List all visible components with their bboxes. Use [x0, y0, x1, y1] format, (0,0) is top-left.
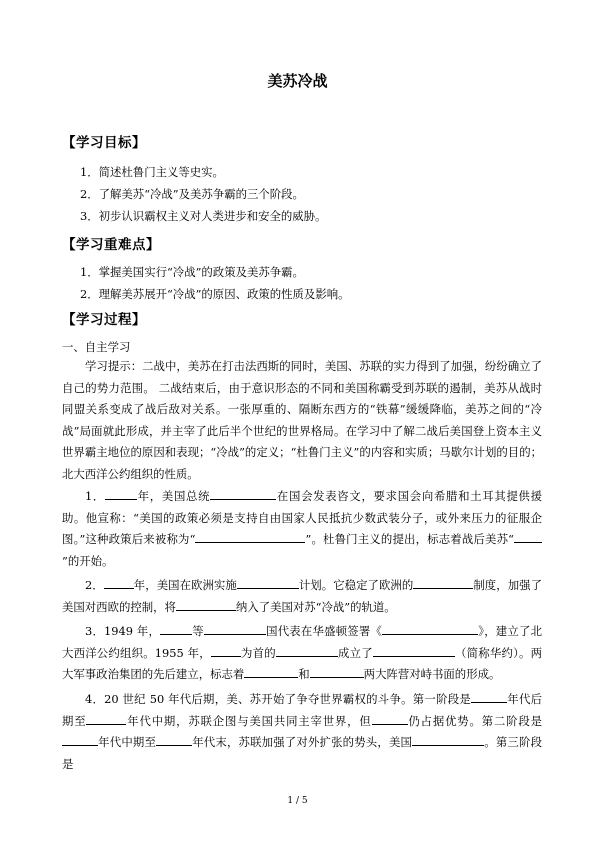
answer-blank: [373, 645, 455, 657]
answer-blank: [382, 623, 478, 635]
page-title: 美苏冷战: [267, 72, 328, 90]
question-2: [62, 575, 542, 618]
answer-blank: [244, 666, 298, 678]
q3-text: 和: [298, 667, 310, 682]
answer-blank: [276, 645, 338, 657]
key-point-item: 1．掌握美国实行“冷战”的政策及美苏争霸。: [80, 265, 304, 279]
q4-text: 年代中期至: [98, 735, 157, 750]
q2-text: 年，美国在欧洲实施: [133, 578, 237, 592]
q3-text: （简称华约）。两大军事政治集团的先后建立，标志着: [62, 645, 542, 682]
q1-text: ”。杜鲁门主义的提出，标志着战后美苏“: [305, 532, 514, 547]
q4-text: 年代末，苏联加强了对外扩张的势头，美国: [192, 735, 413, 750]
q2-text: 制度，加强了美国对西欧的控制，将: [62, 578, 542, 614]
answer-blank: [237, 577, 299, 589]
answer-blank: [160, 623, 192, 635]
q3-text: 两大阵营对峙书面的形成。: [363, 667, 501, 682]
page-number: 1 / 5: [287, 796, 308, 806]
heading-learning-goals: 【学习目标】: [62, 135, 146, 151]
q3-text: 》，建立了北大西洋公约组织。1955 年，: [62, 624, 542, 660]
q3-text: 3．1949 年，: [85, 624, 161, 638]
answer-blank: [86, 713, 126, 725]
q4-text: 。第三阶段是: [62, 735, 542, 771]
section-self-study: 一、自主学习: [62, 340, 131, 354]
q4-text: 年代后期至: [62, 692, 542, 728]
q4-text: 仍占据优势。第二阶段是: [407, 713, 542, 728]
goal-item: 3．初步认识霸权主义对人类进步和安全的威胁。: [80, 209, 327, 223]
key-point-item: 2．理解美苏展开“冷战”的原因、政策的性质及影响。: [80, 287, 350, 301]
answer-blank: [210, 488, 276, 500]
q3-text: 成立了: [337, 645, 373, 660]
q1-text: ”的开始。: [62, 553, 114, 568]
goal-item: 2．了解美苏“冷战”及美苏争霸的三个阶段。: [80, 187, 304, 201]
intro-paragraph: 学习提示：二战中，美苏在打击法西斯的同时，美国、苏联的实力得到了加强，纷纷确立了自己的势力范围。 二战结束后，由于意识形态的不同和美国称霸受到苏联的遏制，美苏从战时同盟关系变成了战后敌对关系。一张厚重的、隔断东西方的“铁幕”缓缓降临，美苏之间的“冷战”局面就此形成，并主宰了此后半个世纪的世界格局。在学习中了解二战后美国登上资本主义世界霸主地位的原因和表现；“冷战”的定义；“杜鲁门主义”的内容和实质；马歇尔计划的目的；北大西洋公约组织的性质。: [62, 359, 542, 481]
answer-blank: [105, 488, 137, 500]
q1-text: 在国会发表咨文，要求国会向希腊和土耳其提供援助。他宣称：“美国的政策必须是支持自由国家人民抵抗少数武装分子，或外来压力的征服企图。”这种政策后来被称为“: [62, 489, 542, 547]
answer-blank: [413, 577, 473, 589]
answer-blank: [62, 734, 98, 746]
q3-text: 等: [192, 624, 204, 638]
answer-blank: [372, 713, 408, 725]
answer-blank: [514, 531, 542, 543]
answer-blank: [310, 666, 364, 678]
question-3: [62, 621, 542, 686]
question-1: [62, 486, 542, 572]
answer-blank: [471, 691, 507, 703]
q4-text: 4．20 世纪 50 年代后期，美、苏开始了争夺世界霸权的斗争。第一阶段是: [85, 692, 472, 706]
answer-blank: [176, 599, 236, 611]
q3-text: 为首的: [240, 645, 276, 660]
answer-blank: [104, 577, 134, 589]
q2-text: 2．: [85, 578, 104, 592]
goal-item: 1．简述杜鲁门主义等史实。: [80, 165, 224, 179]
heading-learning-process: 【学习过程】: [62, 312, 146, 328]
answer-blank: [204, 623, 266, 635]
answer-blank: [211, 645, 241, 657]
q1-text: 1．: [85, 489, 106, 503]
heading-key-points: 【学习重难点】: [62, 237, 160, 253]
answer-blank: [156, 734, 192, 746]
answer-blank: [412, 734, 484, 746]
answer-blank: [195, 531, 305, 543]
question-4: [62, 689, 542, 775]
q2-text: 纳入了美国对苏“冷战”的轨道。: [235, 599, 396, 614]
q2-text: 计划。它稳定了欧洲的: [298, 578, 414, 592]
q3-text: 国代表在华盛顿签署《: [265, 624, 383, 638]
q1-text: 年，美国总统: [137, 489, 211, 503]
q4-text: 年代中期，苏联企图与美国共同主宰世界，但: [126, 713, 372, 728]
